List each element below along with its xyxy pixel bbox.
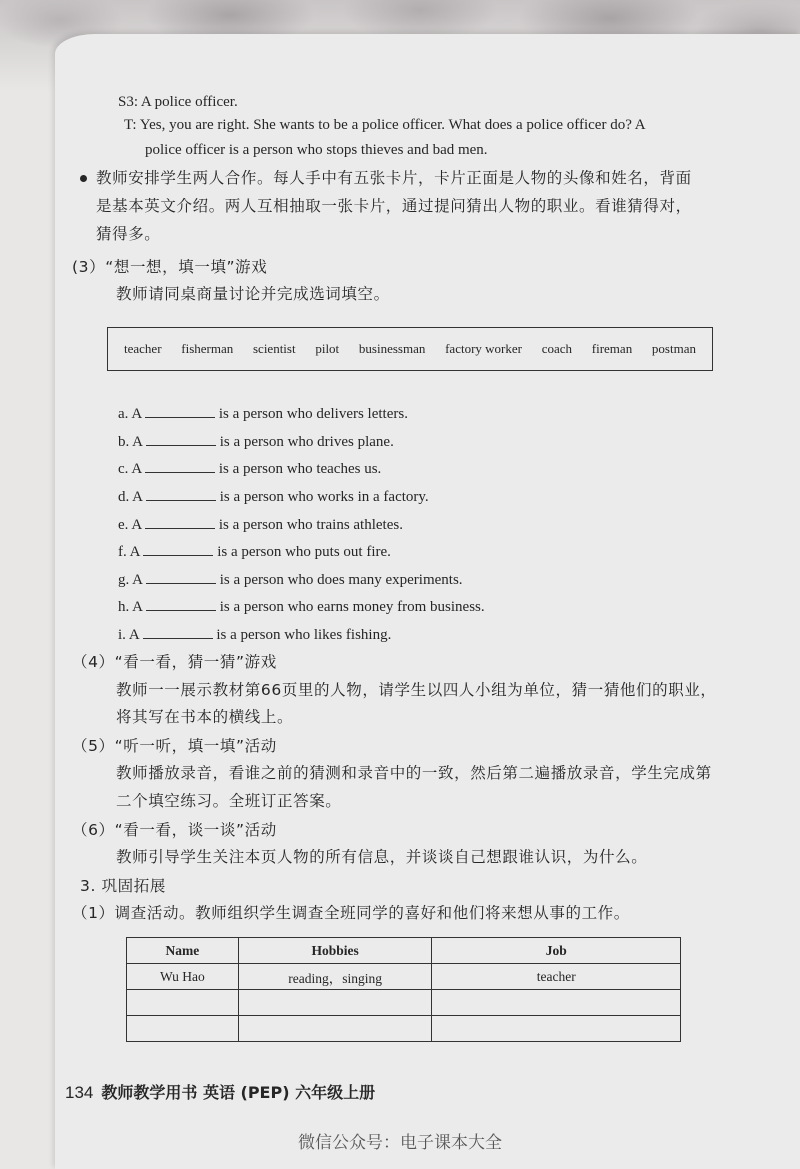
exercise-item: [118, 431, 394, 452]
exercise-item: [118, 458, 381, 479]
exercise-item: [118, 486, 429, 507]
exercise-label: f. A: [118, 544, 140, 560]
part3-heading: 3. 巩固拓展: [80, 877, 166, 895]
table-row: [127, 990, 681, 1016]
exercise-text: is a person who delivers letters.: [218, 406, 408, 422]
exercise-text: is a person who likes fishing.: [216, 627, 392, 643]
table-cell: teacher: [432, 964, 681, 990]
exercise-item: [118, 403, 408, 424]
fill-blank: [145, 403, 215, 418]
word-bank-item: teacher: [124, 341, 162, 356]
table-row: [127, 1016, 681, 1042]
table-cell: Wu Hao: [127, 964, 239, 990]
bullet-para-line3: 猜得多。: [96, 225, 161, 243]
section4-line2: 将其写在书本的横线上。: [116, 708, 294, 726]
section3-heading: (3）“想一想，填一填”游戏: [72, 258, 268, 276]
dialogue-s3: S3: A police officer.: [118, 94, 238, 110]
exercise-item: [118, 569, 463, 590]
bullet-dot: [80, 175, 87, 182]
exercise-item: [118, 514, 403, 535]
exercise-item: [118, 624, 391, 645]
fill-blank: [145, 514, 215, 529]
book-title: 教师教学用书 英语 (PEP) 六年级上册: [101, 1083, 376, 1102]
exercise-text: is a person who works in a factory.: [219, 489, 429, 505]
section6-heading: （6）“看一看，谈一谈”活动: [72, 821, 277, 839]
section4-line1: 教师一一展示教材第66页里的人物，请学生以四人小组为单位，猜一猜他们的职业，: [116, 681, 717, 699]
word-bank-item: fireman: [591, 341, 633, 356]
fill-blank: [146, 569, 216, 584]
exercise-label: a. A: [118, 406, 142, 422]
word-bank-item: factory worker: [445, 341, 522, 356]
section3-desc: 教师请同桌商量讨论并完成选词填空。: [116, 285, 390, 303]
word-bank-item: businessman: [358, 341, 426, 356]
exercise-label: h. A: [118, 599, 143, 615]
survey-table: [126, 937, 681, 1042]
exercise-text: is a person who trains athletes.: [218, 517, 403, 533]
fill-blank: [145, 458, 215, 473]
table-cell: [127, 1016, 239, 1042]
word-bank-box: [107, 327, 713, 371]
exercise-text: is a person who does many experiments.: [219, 572, 463, 588]
exercise-text: is a person who puts out fire.: [217, 544, 391, 560]
section6-line1: 教师引导学生关注本页人物的所有信息，并谈谈自己想跟谁认识，为什么。: [116, 848, 648, 866]
exercise-label: g. A: [118, 572, 143, 588]
fill-blank: [146, 486, 216, 501]
page-footer: [65, 1080, 375, 1103]
exercise-text: is a person who teaches us.: [218, 461, 382, 477]
table-cell: [432, 990, 681, 1016]
section4-heading: （4）“看一看，猜一猜”游戏: [72, 653, 277, 671]
table-cell: [238, 1016, 432, 1042]
word-bank-item: pilot: [315, 341, 340, 356]
dialogue-t-line2: police officer is a person who stops thieves and bad men.: [145, 142, 488, 158]
column-header: Name: [127, 938, 239, 964]
word-bank-item: postman: [651, 341, 696, 356]
exercise-label: d. A: [118, 489, 143, 505]
table-cell: [127, 990, 239, 1016]
fill-blank: [146, 431, 216, 446]
dialogue-t-line1: T: Yes, you are right. She wants to be a police officer. What does a police officer do? A: [124, 117, 646, 133]
table-header-row: [127, 938, 681, 964]
column-header: Job: [432, 938, 681, 964]
page-number: 134: [65, 1083, 94, 1102]
wechat-watermark: 微信公众号：电子课本大全: [298, 1133, 502, 1153]
word-bank-item: fisherman: [181, 341, 234, 356]
exercise-item: [118, 596, 485, 617]
column-header: Hobbies: [238, 938, 432, 964]
word-bank-item: coach: [541, 341, 573, 356]
fill-blank: [143, 624, 213, 639]
section5-heading: （5）“听一听，填一填”活动: [72, 737, 277, 755]
exercise-text: is a person who drives plane.: [219, 434, 394, 450]
bullet-para-line2: 是基本英文介绍。两人互相抽取一张卡片，通过提问猜出人物的职业。看谁猜得对，: [96, 197, 692, 215]
exercise-label: c. A: [118, 461, 142, 477]
word-bank-item: scientist: [252, 341, 296, 356]
section5-line1: 教师播放录音，看谁之前的猜测和录音中的一致，然后第二遍播放录音，学生完成第: [116, 764, 712, 782]
fill-blank: [143, 541, 213, 556]
section5-line2: 二个填空练习。全班订正答案。: [116, 792, 342, 810]
part3-line1: （1）调查活动。教师组织学生调查全班同学的喜好和他们将来想从事的工作。: [72, 904, 630, 922]
exercise-label: e. A: [118, 517, 142, 533]
exercise-text: is a person who earns money from business.: [219, 599, 485, 615]
fill-blank: [146, 596, 216, 611]
table-row: [127, 964, 681, 990]
bullet-para-line1: 教师安排学生两人合作。每人手中有五张卡片，卡片正面是人物的头像和姓名，背面: [96, 169, 692, 187]
table-cell: reading，singing: [238, 964, 432, 990]
exercise-item: [118, 541, 391, 562]
exercise-label: i. A: [118, 627, 139, 643]
exercise-label: b. A: [118, 434, 143, 450]
table-cell: [432, 1016, 681, 1042]
table-cell: [238, 990, 432, 1016]
